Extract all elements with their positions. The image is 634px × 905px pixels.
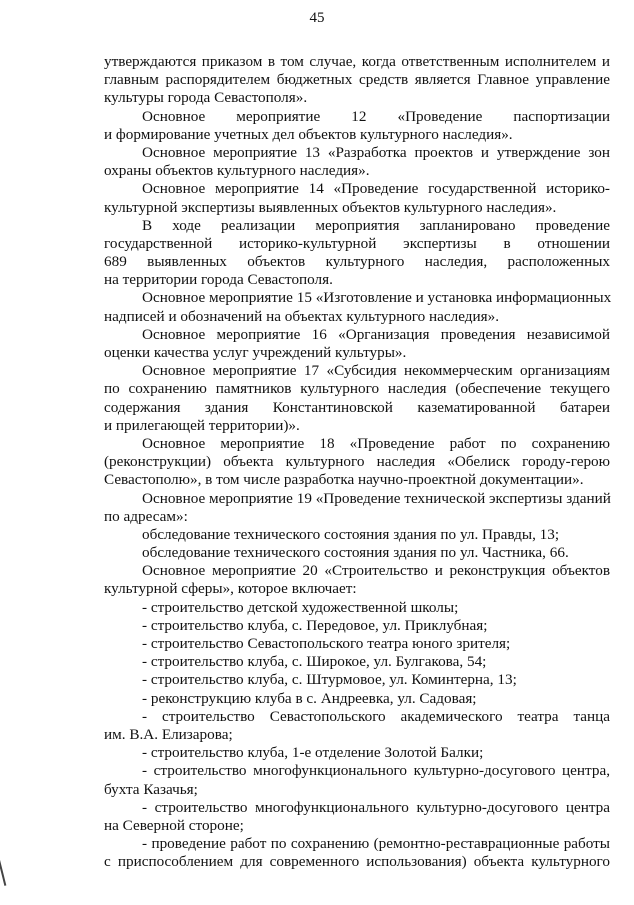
- text-line: на территории города Севастополя.: [104, 271, 333, 289]
- scan-artifact-mark: [0, 858, 6, 886]
- text-line: Основное мероприятие 19 «Проведение технической экспертизы зданий: [142, 489, 611, 507]
- text-line: охраны объектов культурного наследия».: [104, 162, 370, 180]
- text-line: государственной историко-культурной экспертизы в отношении: [104, 234, 610, 252]
- text-line: Основное мероприятие 20 «Строительство и реконструкция объектов: [142, 562, 610, 580]
- text-line: - строительство клуба, с. Штурмовое, ул. Коминтерна, 13;: [142, 671, 517, 689]
- text-line: Основное мероприятие 16 «Организация проведения независимой: [142, 325, 610, 343]
- text-line: на Северной стороне;: [104, 816, 244, 834]
- text-line: бухта Казачья;: [104, 780, 198, 798]
- text-line: (реконструкции) объекта культурного наследия «Обелиск городу-герою: [104, 453, 610, 471]
- text-line: - строительство Севастопольского театра юного зрителя;: [142, 635, 511, 652]
- text-line: по адресам»:: [104, 507, 188, 525]
- text-line: Основное мероприятие 13 «Разработка проектов и утверждение зон: [142, 143, 610, 161]
- document-body: [104, 53, 610, 871]
- text-line: - строительство клуба, с. Широкое, ул. Булгакова, 54;: [142, 653, 487, 671]
- text-line: Севастополю», в том числе разработка научно-проектной документации».: [104, 471, 584, 489]
- text-line: и прилегающей территории)».: [104, 416, 300, 434]
- text-line: надписей и обозначений на объектах культурного наследия».: [104, 307, 499, 325]
- text-line: - строительство многофункционального культурно-досугового центра,: [142, 762, 610, 780]
- text-line: оценки качества услуг учреждений культуры».: [104, 344, 407, 361]
- text-line: содержания здания Константиновской казематированной батареи: [104, 398, 610, 416]
- text-line: культуры города Севастополя».: [104, 89, 308, 107]
- text-line: обследование технического состояния здания по ул. Правды, 13;: [142, 525, 560, 543]
- text-line: Основное мероприятие 12 «Проведение паспортизации: [142, 107, 610, 125]
- text-line: - строительство Севастопольского академического театра танца: [142, 707, 610, 725]
- text-line: Основное мероприятие 14 «Проведение государственной историко-: [142, 180, 610, 198]
- text-line: с приспособлением для современного использования) объекта культурного: [104, 853, 610, 871]
- text-line: - реконструкцию клуба в с. Андреевка, ул. Садовая;: [142, 689, 477, 707]
- text-line: - строительство клуба, с. Передовое, ул. Приклубная;: [142, 616, 488, 634]
- text-line: Основное мероприятие 18 «Проведение работ по сохранению: [142, 434, 610, 452]
- text-line: Основное мероприятие 17 «Субсидия некоммерческим организациям: [142, 362, 610, 380]
- text-line: главным распорядителем бюджетных средств является Главное управление: [104, 71, 610, 89]
- text-line: - строительство детской художественной школы;: [142, 598, 459, 616]
- text-line: им. В.А. Елизарова;: [104, 725, 233, 743]
- text-line: - проведение работ по сохранению (ремонтно-реставрационные работы: [142, 835, 610, 853]
- text-line: утверждаются приказом в том случае, когда ответственным исполнителем и: [104, 53, 610, 70]
- text-line: обследование технического состояния здания по ул. Частника, 66.: [142, 544, 569, 562]
- text-line: - строительство клуба, 1-е отделение Золотой Балки;: [142, 744, 484, 762]
- text-line: по сохранению памятников культурного наследия (обеспечение текущего: [104, 380, 610, 398]
- text-line: культурной экспертизы выявленных объектов культурного наследия».: [104, 198, 557, 216]
- text-line: В ходе реализации мероприятия запланировано проведение: [142, 216, 610, 234]
- text-line: - строительство многофункционального культурно-досугового центра: [142, 798, 610, 816]
- text-line: и формирование учетных дел объектов культурного наследия».: [104, 125, 513, 143]
- text-line: 689 выявленных объектов культурного наследия, расположенных: [104, 253, 610, 271]
- text-line: Основное мероприятие 15 «Изготовление и установка информационных: [142, 289, 612, 307]
- page-number: 45: [309, 10, 325, 26]
- text-line: культурной сферы», которое включает:: [104, 580, 357, 598]
